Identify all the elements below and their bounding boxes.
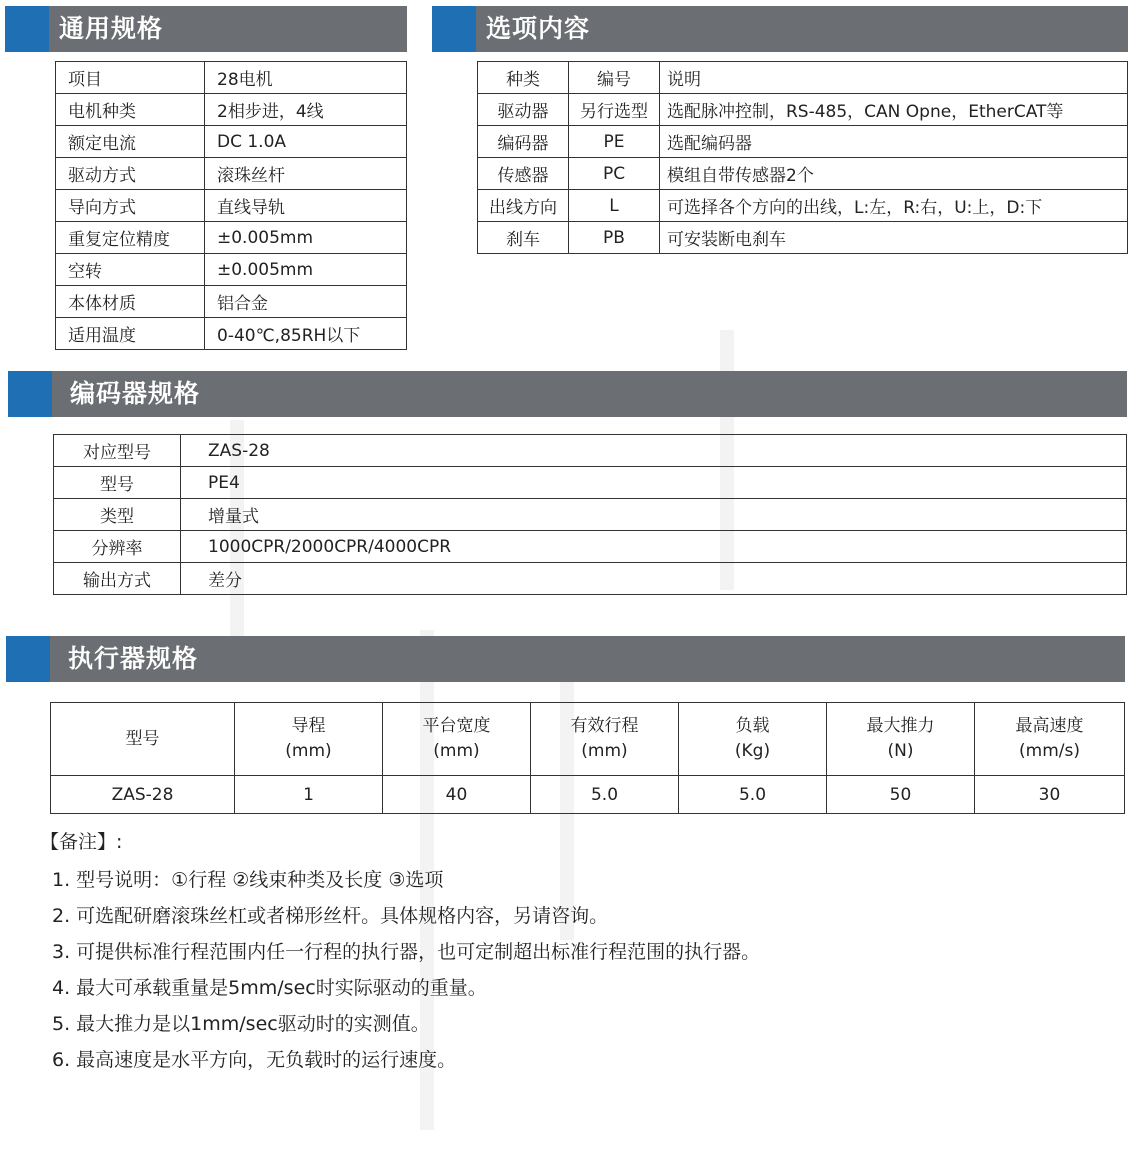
- section-accent-bar: [5, 6, 49, 52]
- table-row: [56, 222, 407, 254]
- table-cell: 5.0: [531, 776, 679, 814]
- column-header-unit: (N): [887, 741, 914, 761]
- options-table: [477, 61, 1128, 254]
- column-header-unit: (Kg): [734, 741, 771, 761]
- column-header-unit: (mm): [433, 741, 480, 761]
- table-row: [478, 222, 1128, 254]
- spec-label: 对应型号: [54, 435, 181, 467]
- option-description: 选配脉冲控制，RS-485，CAN Opne，EtherCAT等: [660, 94, 1128, 126]
- option-description: 可安装断电刹车: [660, 222, 1128, 254]
- note-line: 2. 可选配研磨滚珠丝杠或者梯形丝杆。具体规格内容，另请咨询。: [52, 905, 609, 927]
- option-type: 驱动器: [478, 94, 569, 126]
- spec-label: 输出方式: [54, 563, 181, 595]
- table-row: [478, 158, 1128, 190]
- table-row: [56, 190, 407, 222]
- spec-value: 铝合金: [205, 286, 407, 318]
- encoder-spec-table: [53, 434, 1127, 595]
- note-line: 6. 最高速度是水平方向，无负载时的运行速度。: [52, 1049, 457, 1071]
- table-row: [54, 531, 1127, 563]
- notes-section: [40, 826, 1120, 1078]
- table-row: [56, 62, 407, 94]
- section-accent-bar: [8, 371, 52, 417]
- section-title: 编码器规格: [70, 379, 201, 408]
- option-code: PB: [569, 222, 660, 254]
- option-type: 出线方向: [478, 190, 569, 222]
- table-row: [54, 467, 1127, 499]
- column-header: [383, 703, 531, 776]
- option-description: 模组自带传感器2个: [660, 158, 1128, 190]
- spec-label: 导向方式: [56, 190, 205, 222]
- column-header: [235, 703, 383, 776]
- spec-value: 1000CPR/2000CPR/4000CPR: [181, 531, 1127, 563]
- spec-value: PE4: [181, 467, 1127, 499]
- section-accent-bar: [432, 6, 476, 52]
- spec-label: 适用温度: [56, 318, 205, 350]
- spec-label: 型号: [54, 467, 181, 499]
- notes-title: 【备注】:: [40, 831, 123, 853]
- table-row: [56, 254, 407, 286]
- spec-value: 差分: [181, 563, 1127, 595]
- option-code: 编号: [569, 62, 660, 94]
- table-cell: 1: [235, 776, 383, 814]
- option-type: 刹车: [478, 222, 569, 254]
- spec-value: 增量式: [181, 499, 1127, 531]
- column-header-label: 平台宽度: [422, 716, 491, 736]
- spec-value: 28电机: [205, 62, 407, 94]
- option-description: 说明: [660, 62, 1128, 94]
- column-header: [51, 703, 235, 776]
- section-title: 选项内容: [486, 14, 591, 43]
- table-row: [56, 126, 407, 158]
- spec-value: DC 1.0A: [205, 126, 407, 158]
- spec-value: ±0.005mm: [205, 222, 407, 254]
- section-header-encoder: [8, 371, 1127, 417]
- spec-label: 本体材质: [56, 286, 205, 318]
- table-row: [56, 286, 407, 318]
- option-description: 选配编码器: [660, 126, 1128, 158]
- option-type: 编码器: [478, 126, 569, 158]
- section-header-general: [5, 6, 407, 52]
- spec-value: 0-40℃,85RH以下: [205, 318, 407, 350]
- spec-value: ZAS-28: [181, 435, 1127, 467]
- column-header-unit: (mm): [581, 741, 628, 761]
- table-row: [56, 158, 407, 190]
- spec-value: ±0.005mm: [205, 254, 407, 286]
- section-header-options: [432, 6, 1128, 52]
- spec-label: 额定电流: [56, 126, 205, 158]
- spec-label: 项目: [56, 62, 205, 94]
- column-header: [975, 703, 1125, 776]
- table-row: [56, 318, 407, 350]
- note-line: 3. 可提供标准行程范围内任一行程的执行器，也可定制超出标准行程范围的执行器。: [52, 941, 761, 963]
- table-cell: 50: [827, 776, 975, 814]
- table-row: [54, 499, 1127, 531]
- note-line: 5. 最大推力是以1mm/sec驱动时的实测值。: [52, 1013, 430, 1035]
- option-code: L: [569, 190, 660, 222]
- option-type: 传感器: [478, 158, 569, 190]
- spec-value: 滚珠丝杆: [205, 158, 407, 190]
- spec-label: 空转: [56, 254, 205, 286]
- spec-label: 驱动方式: [56, 158, 205, 190]
- table-row: [478, 190, 1128, 222]
- table-row: [56, 94, 407, 126]
- spec-label: 重复定位精度: [56, 222, 205, 254]
- actuator-spec-table: [50, 702, 1125, 814]
- table-row: [478, 62, 1128, 94]
- spec-label: 类型: [54, 499, 181, 531]
- column-header-label: 有效行程: [570, 716, 639, 736]
- table-row: [478, 126, 1128, 158]
- general-spec-table: [55, 61, 407, 350]
- spec-value: 2相步进，4线: [205, 94, 407, 126]
- option-code: PE: [569, 126, 660, 158]
- section-title: 执行器规格: [68, 644, 199, 673]
- table-cell: 40: [383, 776, 531, 814]
- column-header-label: 最高速度: [1015, 716, 1084, 736]
- column-header-label: 负载: [735, 716, 770, 736]
- table-cell: 30: [975, 776, 1125, 814]
- option-code: PC: [569, 158, 660, 190]
- column-header-unit: (mm): [285, 741, 332, 761]
- column-header: [531, 703, 679, 776]
- spec-label: 电机种类: [56, 94, 205, 126]
- column-header-label: 最大推力: [866, 716, 935, 736]
- column-header-label: 导程: [291, 716, 326, 736]
- option-description: 可选择各个方向的出线，L:左，R:右，U:上，D:下: [660, 190, 1128, 222]
- note-line: 4. 最大可承载重量是5mm/sec时实际驱动的重量。: [52, 977, 487, 999]
- option-type: 种类: [478, 62, 569, 94]
- section-accent-bar: [6, 636, 50, 682]
- column-header-unit: (mm/s): [1019, 741, 1080, 761]
- spec-value: 直线导轨: [205, 190, 407, 222]
- note-line: 1. 型号说明：①行程 ②线束种类及长度 ③选项: [52, 869, 444, 891]
- column-header-label: 型号: [125, 728, 160, 749]
- table-row: [54, 435, 1127, 467]
- section-header-actuator: [6, 636, 1125, 682]
- table-row: [54, 563, 1127, 595]
- spec-label: 分辨率: [54, 531, 181, 563]
- table-cell: ZAS-28: [51, 776, 235, 814]
- option-code: 另行选型: [569, 94, 660, 126]
- column-header: [679, 703, 827, 776]
- table-row: [478, 94, 1128, 126]
- section-title: 通用规格: [59, 14, 164, 43]
- column-header: [827, 703, 975, 776]
- table-cell: 5.0: [679, 776, 827, 814]
